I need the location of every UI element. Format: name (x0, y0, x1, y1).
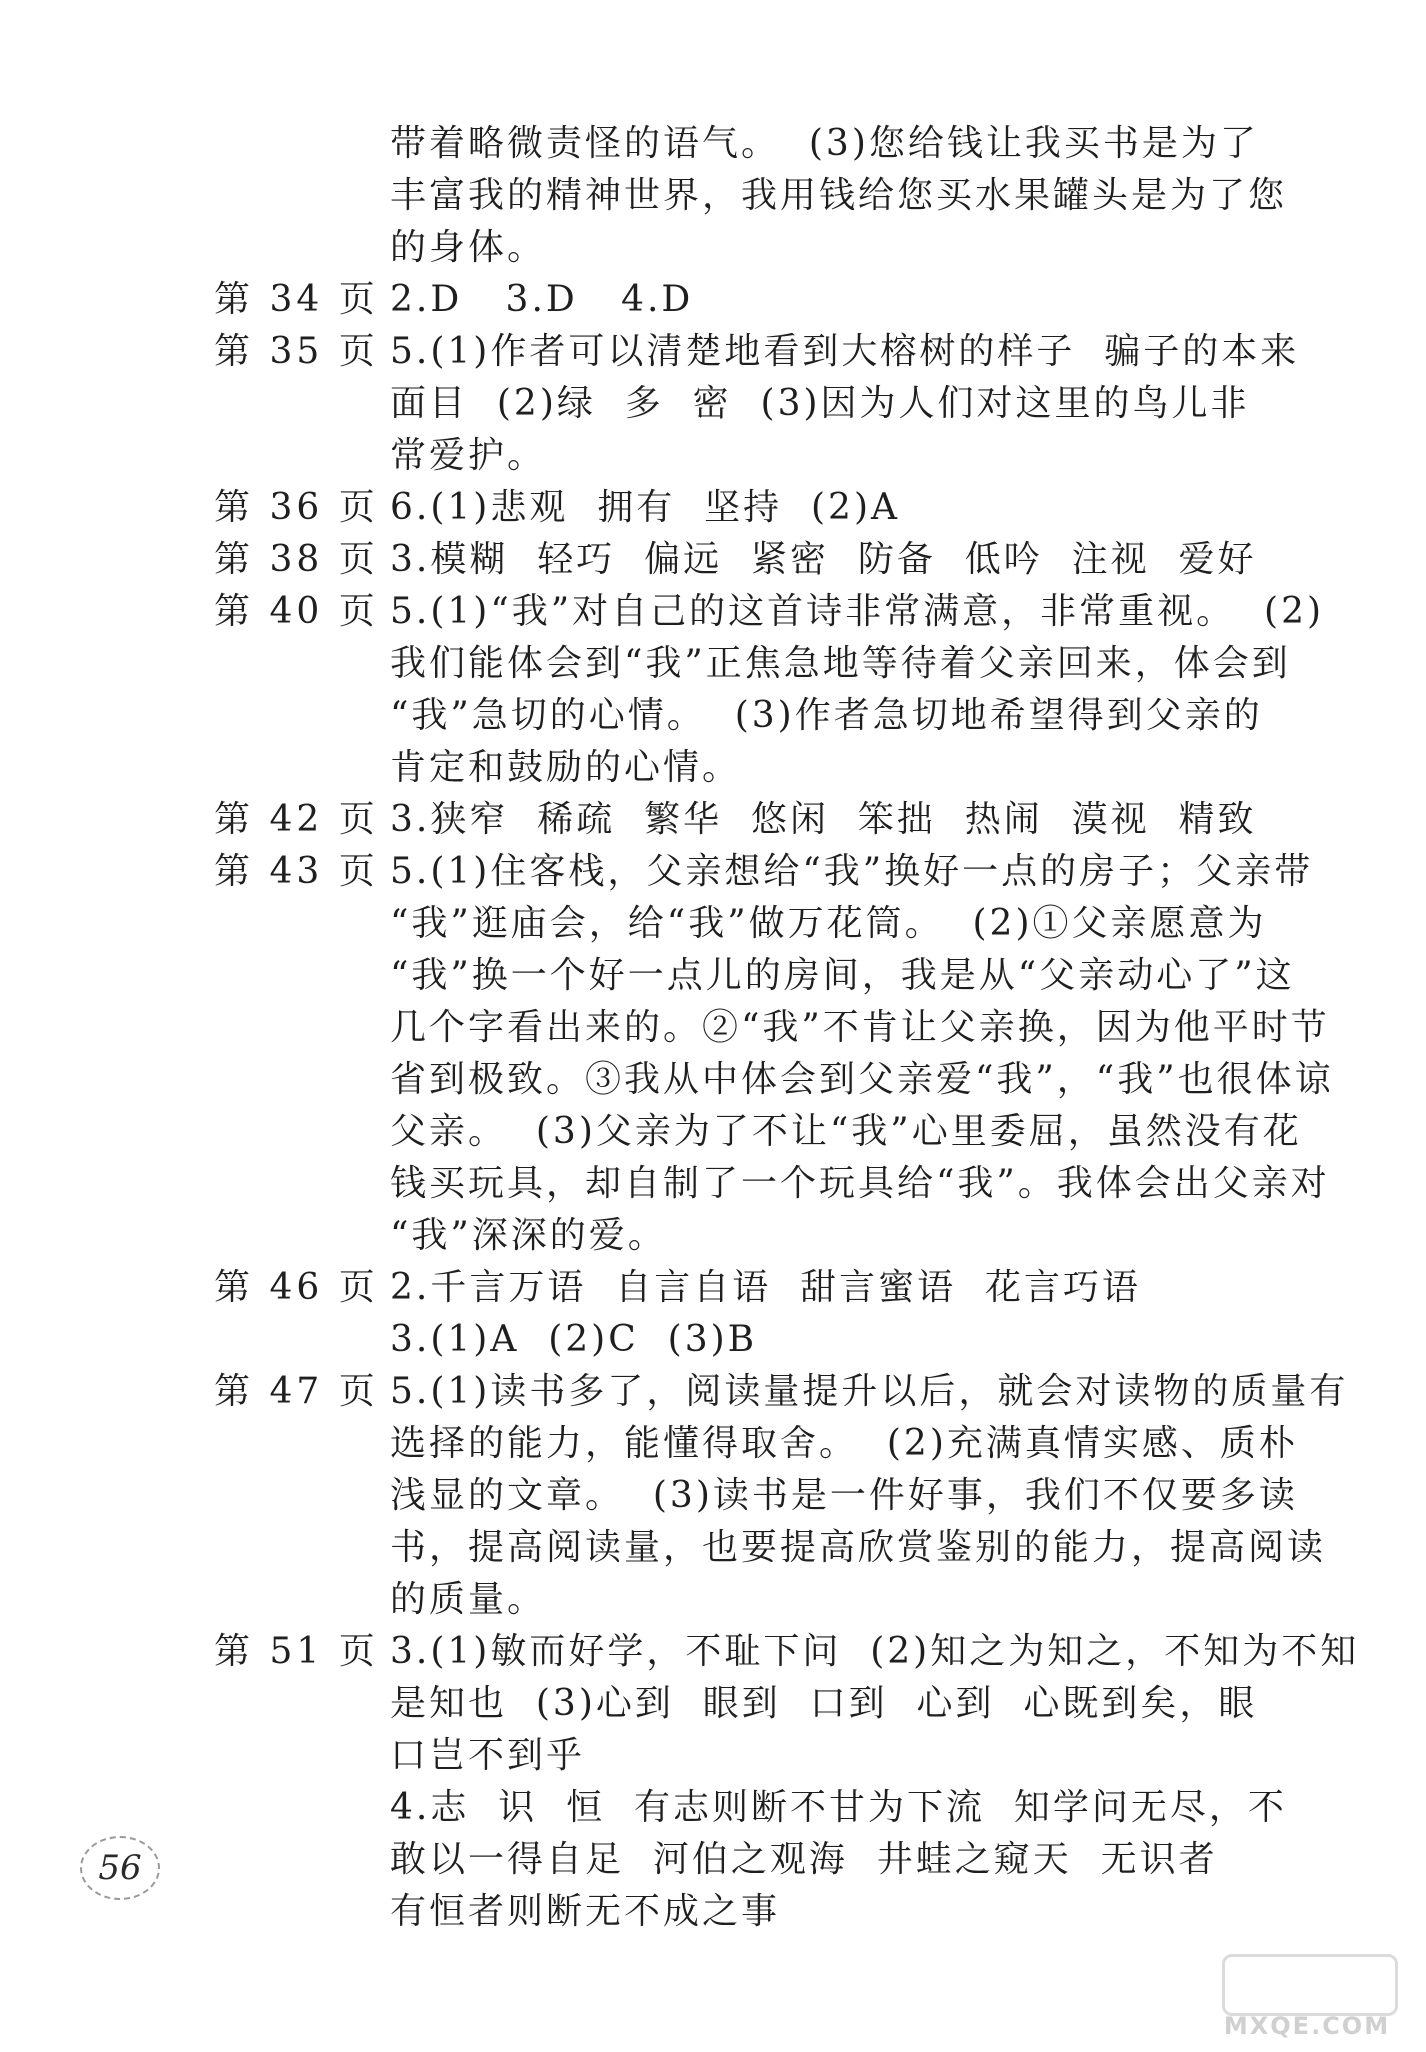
answer-line: 带着略微责怪的语气。 (3)您给钱让我买书是为了 (390, 123, 1259, 164)
page-label: 第 42 页 (214, 799, 379, 840)
answer-line: 有恒者则断无不成之事 (390, 1891, 781, 1932)
watermark (1202, 1954, 1412, 2040)
answer-line: 丰富我的精神世界，我用钱给您买水果罐头是为了您 (390, 175, 1288, 216)
page-label: 第 40 页 (214, 591, 379, 632)
answer-line: 5.(1)“我”对自己的这首诗非常满意，非常重视。 (2) (390, 591, 1325, 632)
watermark-logo-icon (1222, 1954, 1398, 2016)
answer-line: 6.(1)悲观 拥有 坚持 (2)A (390, 487, 900, 528)
answer-line: 选择的能力，能懂得取舍。 (2)充满真情实感、质朴 (390, 1423, 1298, 1464)
answer-content (390, 586, 1334, 794)
answer-content (390, 534, 1334, 586)
answer-line: 3.(1)敏而好学，不耻下问 (2)知之为知之，不知为不知 (390, 1631, 1360, 1672)
answer-line: 敢以一得自足 河伯之观海 井蛙之窥天 无识者 (390, 1839, 1218, 1880)
page-label: 第 46 页 (214, 1267, 379, 1308)
answer-line: 口岂不到乎 (390, 1735, 586, 1776)
answer-line: 钱买玩具，却自制了一个玩具给“我”。我体会出父亲对 (390, 1163, 1330, 1204)
page-label: 第 35 页 (214, 331, 379, 372)
answer-line: 5.(1)读书多了，阅读量提升以后，就会对读物的质量有 (390, 1371, 1349, 1412)
answer-entry (214, 846, 1334, 1262)
answer-line: 4.志 识 恒 有志则断不甘为下流 知学问无尽，不 (390, 1787, 1287, 1828)
answer-line: 常爱护。 (390, 435, 547, 476)
answer-line: 几个字看出来的。②“我”不肯让父亲换，因为他平时节 (390, 1007, 1330, 1048)
answer-entry (214, 482, 1334, 534)
answer-line: 3.狭窄 稀疏 繁华 悠闲 笨拙 热闹 漠视 精致 (390, 799, 1257, 840)
answer-entry (214, 118, 1334, 274)
answer-content (390, 118, 1334, 274)
page-label: 第 36 页 (214, 487, 379, 528)
page-label: 第 47 页 (214, 1371, 379, 1412)
answer-line: 的质量。 (390, 1579, 547, 1620)
answer-line: 2.D 3.D 4.D (390, 279, 694, 320)
answer-entry (214, 274, 1334, 326)
answer-line: 3.(1)A (2)C (3)B (390, 1319, 758, 1360)
answer-line: “我”逛庙会，给“我”做万花筒。 (2)①父亲愿意为 (390, 903, 1267, 944)
answer-line: “我”换一个好一点儿的房间，我是从“父亲动心了”这 (390, 955, 1295, 996)
answer-line: 肯定和鼓励的心情。 (390, 747, 742, 788)
watermark-text: MXQE.COM (1223, 2012, 1391, 2040)
answer-content (390, 794, 1334, 846)
answer-content (390, 1366, 1348, 1626)
answer-content (390, 1262, 1334, 1366)
answer-content (390, 274, 1334, 326)
answer-line: 父亲。 (3)父亲为了不让“我”心里委屈，虽然没有花 (390, 1111, 1302, 1152)
answer-line: “我”深深的爱。 (390, 1215, 667, 1256)
answer-line: 书，提高阅读量，也要提高欣赏鉴别的能力，提高阅读 (390, 1527, 1327, 1568)
answer-line: 5.(1)住客栈，父亲想给“我”换好一点的房子；父亲带 (390, 851, 1314, 892)
answer-line: “我”急切的心情。 (3)作者急切地希望得到父亲的 (390, 695, 1263, 736)
answer-entry (214, 326, 1334, 482)
answer-entry (214, 586, 1334, 794)
answer-line: 是知也 (3)心到 眼到 口到 心到 心既到矣，眼 (390, 1683, 1258, 1724)
answer-content (390, 846, 1334, 1262)
page-label: 第 51 页 (214, 1631, 379, 1672)
answer-entries (214, 118, 1360, 1938)
answer-line: 省到极致。③我从中体会到父亲爱“我”，“我”也很体谅 (390, 1059, 1334, 1100)
answer-line: 2.千言万语 自言自语 甜言蜜语 花言巧语 (390, 1267, 1142, 1308)
page-label: 第 43 页 (214, 851, 379, 892)
page-label: 第 38 页 (214, 539, 379, 580)
answer-content (390, 1626, 1359, 1938)
answer-line: 5.(1)作者可以清楚地看到大榕树的样子 骗子的本来 (390, 331, 1300, 372)
page-number (80, 1836, 160, 1900)
page-label: 第 34 页 (214, 279, 379, 320)
answer-entry (214, 1626, 1360, 1938)
answer-line: 的身体。 (390, 227, 547, 268)
answer-entry (214, 1366, 1349, 1626)
answer-line: 我们能体会到“我”正焦急地等待着父亲回来，体会到 (390, 643, 1291, 684)
answer-entry (214, 794, 1334, 846)
answer-entry (214, 1262, 1334, 1366)
answer-content (390, 326, 1334, 482)
answer-entry (214, 534, 1334, 586)
answer-line: 面目 (2)绿 多 密 (3)因为人们对这里的鸟儿非 (390, 383, 1250, 424)
answer-line: 浅显的文章。 (3)读书是一件好事，我们不仅要多读 (390, 1475, 1298, 1516)
answer-line: 3.模糊 轻巧 偏远 紧密 防备 低吟 注视 爱好 (390, 539, 1257, 580)
page-number-text: 56 (98, 1848, 142, 1888)
answer-content (390, 482, 1334, 534)
